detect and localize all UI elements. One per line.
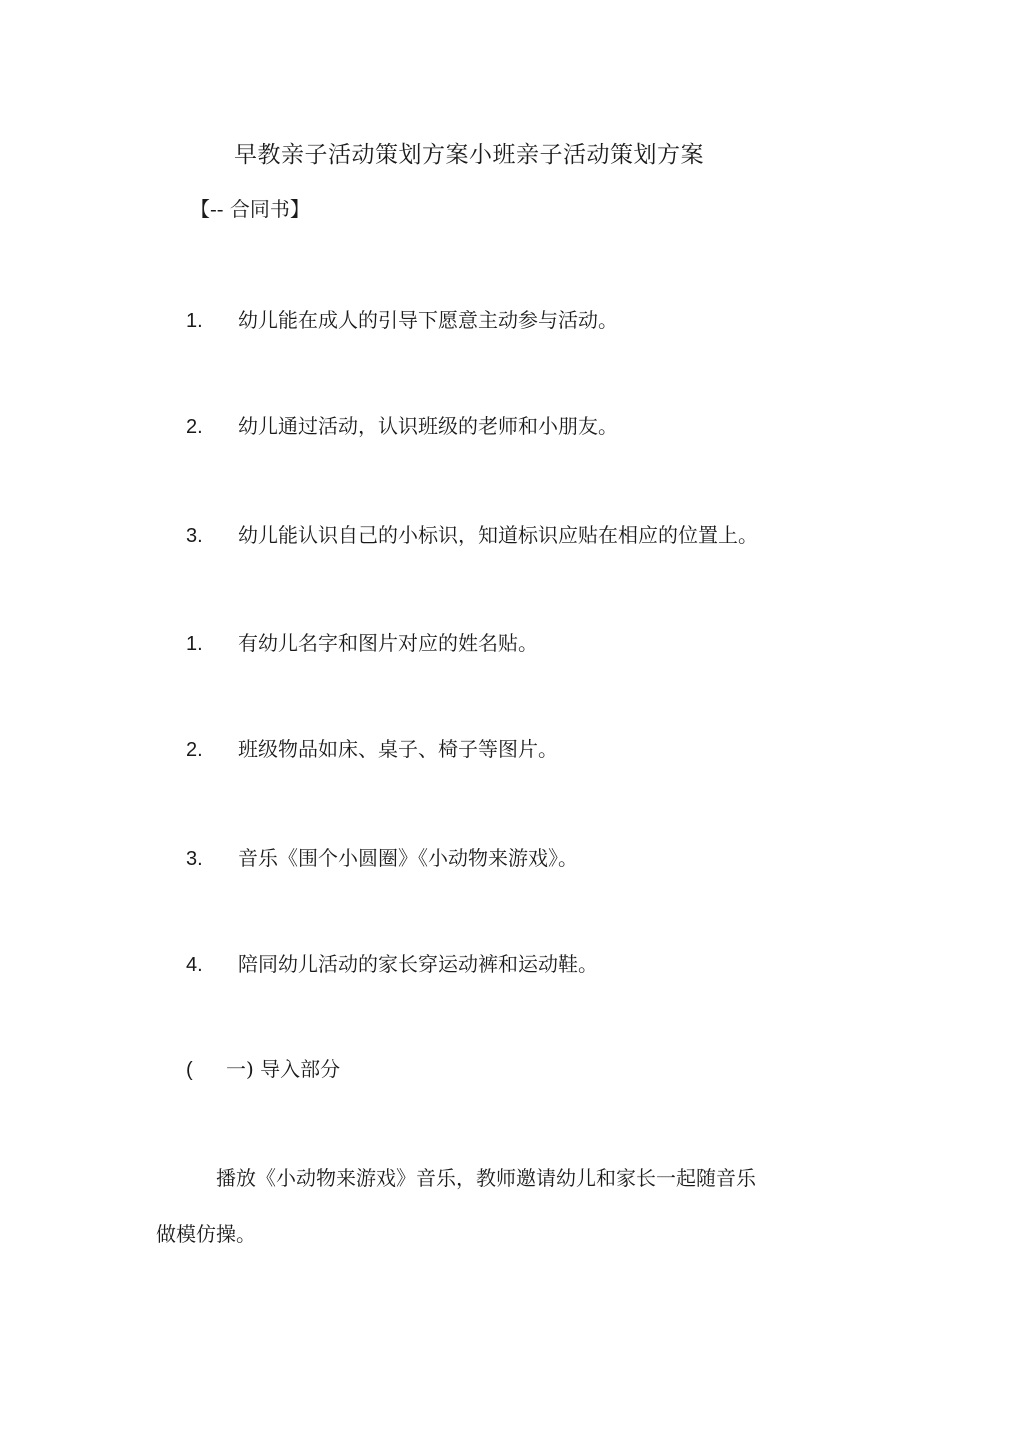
- paragraph-line-2: 做模仿操。: [156, 1222, 256, 1246]
- goal-number: 2.: [186, 416, 203, 438]
- material-text: 有幼儿名字和图片对应的姓名贴。: [238, 631, 538, 655]
- material-number: 3.: [186, 848, 203, 870]
- material-item-3: [186, 842, 578, 871]
- section-heading: [186, 1053, 340, 1082]
- goal-item-1: [186, 304, 618, 333]
- section-open-paren: (: [186, 1059, 193, 1081]
- material-item-1: [186, 627, 538, 656]
- material-item-2: [186, 733, 558, 762]
- document-title: 早教亲子活动策划方案小班亲子活动策划方案: [234, 142, 704, 168]
- material-number: 2.: [186, 739, 203, 761]
- goal-number: 1.: [186, 310, 203, 332]
- goal-number: 3.: [186, 525, 203, 547]
- material-text: 陪同幼儿活动的家长穿运动裤和运动鞋。: [238, 952, 598, 976]
- material-text: 班级物品如床、桌子、椅子等图片。: [238, 737, 558, 761]
- goal-item-2: [186, 410, 618, 439]
- paragraph-line-1: 播放《小动物来游戏》音乐，教师邀请幼儿和家长一起随音乐: [216, 1166, 756, 1190]
- goal-item-3: [186, 519, 758, 548]
- material-text: 音乐《围个小圆圈》《小动物来游戏》。: [238, 846, 578, 870]
- goal-text: 幼儿能认识自己的小标识，知道标识应贴在相应的位置上。: [238, 523, 758, 547]
- material-number: 4.: [186, 954, 203, 976]
- material-item-4: [186, 948, 598, 977]
- document-subtitle: 【-- 合同书】: [190, 197, 310, 221]
- goal-text: 幼儿能在成人的引导下愿意主动参与活动。: [238, 308, 618, 332]
- material-number: 1.: [186, 633, 203, 655]
- goal-text: 幼儿通过活动，认识班级的老师和小朋友。: [238, 414, 618, 438]
- section-label: 一) 导入部分: [226, 1057, 341, 1081]
